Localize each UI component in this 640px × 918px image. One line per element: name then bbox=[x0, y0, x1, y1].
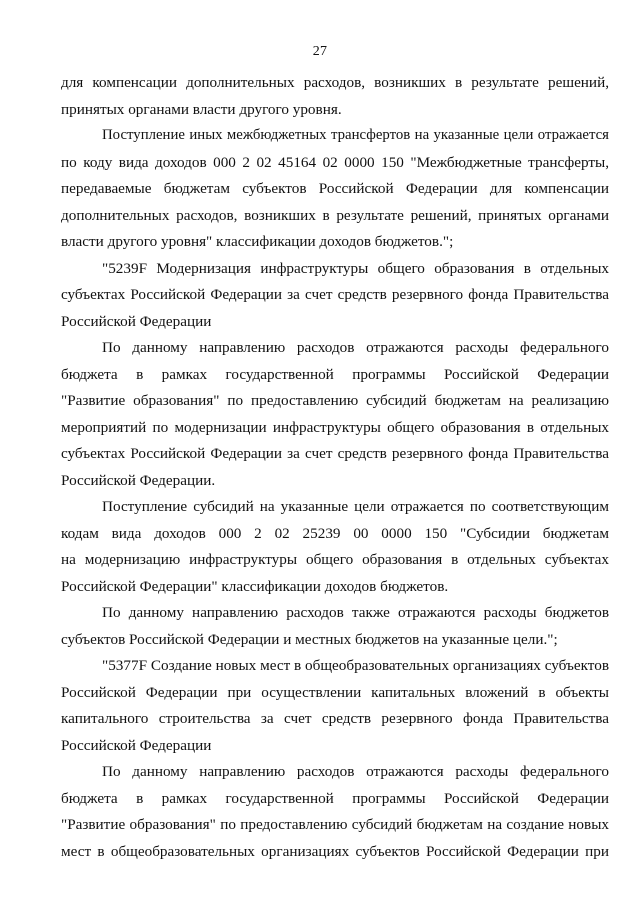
text-line: власти другого уровня" классификации доходов бюджетов."; bbox=[61, 233, 454, 250]
text-line: Поступление субсидий на указанные цели отражается по соответствующим bbox=[102, 498, 609, 515]
text-line: Российской Федерации bbox=[61, 312, 212, 330]
text-line: мероприятий по модернизации инфраструктуры общего образования в отдельных bbox=[61, 418, 609, 436]
document-body bbox=[61, 74, 609, 869]
text-line: принятых органами власти другого уровня. bbox=[61, 100, 342, 118]
text-line: По данному направлению расходов отражаются расходы федерального bbox=[102, 763, 609, 780]
text-line: для компенсации дополнительных расходов, возникших в результате решений, bbox=[61, 74, 609, 91]
text-line: Российской Федерации. bbox=[61, 471, 216, 489]
text-line: капитального строительства за счет средств резервного фонда Правительства bbox=[61, 710, 609, 727]
text-line: "Развитие образования" по предоставлению субсидий бюджетам на реализацию bbox=[61, 392, 609, 409]
text-line: По данному направлению расходов также отражаются расходы бюджетов bbox=[102, 604, 609, 621]
text-line: бюджета в рамках государственной программы Российской Федерации bbox=[61, 789, 609, 807]
text-line: "5239F Модернизация инфраструктуры общего образования в отдельных bbox=[102, 259, 609, 277]
text-line: субъектов Российской Федерации и местных бюджетов на указанные цели."; bbox=[61, 630, 558, 648]
text-line: бюджета в рамках государственной программы Российской Федерации bbox=[61, 365, 609, 383]
text-line: Поступление иных межбюджетных трансфертов на указанные цели отражается bbox=[102, 127, 609, 143]
text-line: Российской Федерации" классификации доходов бюджетов. bbox=[61, 577, 449, 595]
text-line: по коду вида доходов 000 2 02 45164 02 0000 150 "Межбюджетные трансферты, bbox=[61, 153, 609, 171]
text-line: кодам вида доходов 000 2 02 25239 00 0000 150 "Субсидии бюджетам bbox=[61, 524, 609, 542]
page-number: 27 bbox=[312, 44, 328, 59]
text-line: "Развитие образования" по предоставлению субсидий бюджетам на создание новых bbox=[61, 816, 609, 833]
text-line: на модернизацию инфраструктуры общего образования в отдельных субъектах bbox=[61, 551, 609, 568]
text-line: Российской Федерации bbox=[61, 736, 212, 754]
text-line: субъектах Российской Федерации за счет средств резервного фонда Правительства bbox=[61, 286, 609, 303]
text-line: дополнительных расходов, возникших в результате решений, принятых органами bbox=[61, 206, 609, 224]
text-line: мест в общеобразовательных организациях субъектов Российской Федерации при bbox=[61, 842, 609, 860]
text-line: субъектах Российской Федерации за счет средств резервного фонда Правительства bbox=[61, 445, 609, 462]
text-line: По данному направлению расходов отражаются расходы федерального bbox=[102, 339, 609, 356]
text-line: Российской Федерации при осуществлении капитальных вложений в объекты bbox=[61, 683, 609, 701]
text-line: "5377F Создание новых мест в общеобразовательных организациях субъектов bbox=[102, 657, 609, 674]
text-line: передаваемые бюджетам субъектов Российской Федерации для компенсации bbox=[61, 180, 609, 197]
